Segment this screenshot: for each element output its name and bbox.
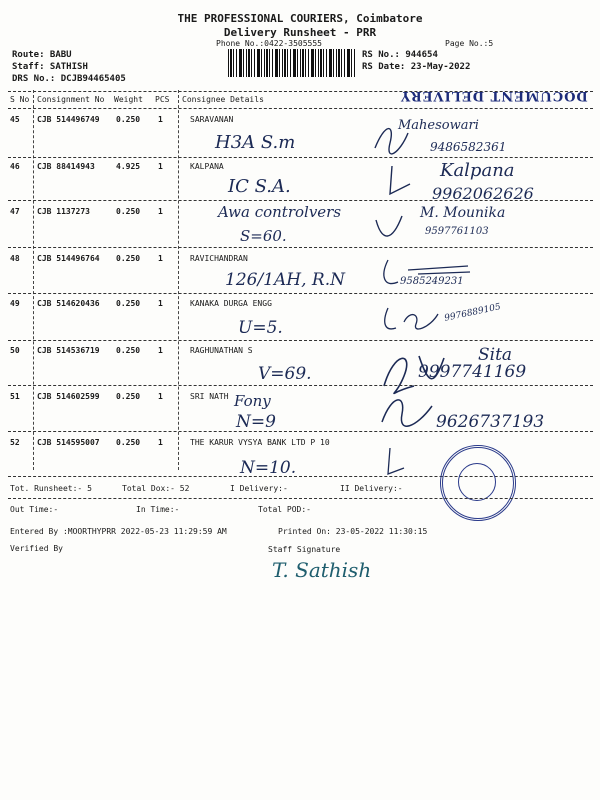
divider [8,200,593,201]
divider [8,157,593,158]
row-consignment-no: CJB 88414943 [37,162,95,171]
row-sno: 51 [10,392,20,401]
staff-signature-label: Staff Signature [268,545,341,554]
row-weight: 4.925 [116,162,141,171]
signature-scribble [374,346,454,396]
row-consignee: SARAVANAN [190,115,234,124]
ii-delivery: II Delivery:- [340,484,403,493]
row-pcs: 1 [158,115,163,124]
row-pcs: 1 [158,162,163,171]
row-pcs: 1 [158,346,163,355]
row-consignment-no: CJB 514496764 [37,254,100,263]
column-divider [33,90,34,470]
col-consignee-details: Consignee Details [182,95,264,104]
row-weight: 0.250 [116,207,141,216]
row-consignment-no: CJB 514595007 [37,438,100,447]
row-handwritten-address: U=5. [238,318,283,338]
row-handwritten-signature: Sita [478,345,513,365]
company-title: THE PROFESSIONAL COURIERS, Coimbatore [177,12,423,25]
row-pcs: 1 [158,299,163,308]
col-weight: Weight [114,95,143,104]
row-consignee: RAGHUNATHAN S [190,346,253,355]
row-consignee: RAVICHANDRAN [190,254,248,263]
row-consignee: SRI NATH [190,392,229,401]
printed-on: Printed On: 23-05-2022 11:30:15 [278,527,428,536]
row-weight: 0.250 [116,115,141,124]
row-handwritten-phone: 9997741169 [418,362,527,382]
total-dox: Total Dox:- 52 [122,484,190,493]
row-consignee: KANAKA DURGA ENGG [190,299,272,308]
row-consignee: KALPANA [190,162,224,171]
divider [8,293,593,294]
row-consignment-no: CJB 514602599 [37,392,100,401]
divider [8,340,593,341]
col-sno: S No [10,95,30,104]
row-handwritten-address-line2: S=60. [240,227,287,245]
document-delivery-stamp: DOCUMENT DELIVERY [400,88,588,103]
divider [8,385,593,386]
divider [8,108,593,109]
total-pod: Total POD:- [258,505,311,514]
row-pcs: 1 [158,254,163,263]
divider [8,247,593,248]
row-weight: 0.250 [116,438,141,447]
row-handwritten-phone: 9962062626 [432,184,534,203]
phone-number: Phone No.:0422-3505555 [216,39,322,48]
row-handwritten-phone: 9626737193 [436,412,545,432]
page-number: Page No.:5 [445,39,494,48]
row-consignment-no: CJB 514620436 [37,299,100,308]
row-handwritten-signature: Mahesowari [398,118,479,133]
row-handwritten-address: H3A S.m [215,132,296,153]
row-weight: 0.250 [116,254,141,263]
row-handwritten-signature: M. Mounika [420,205,506,221]
verified-by: Verified By [10,544,63,553]
row-handwritten-phone: 9597761103 [425,226,489,237]
i-delivery: I Delivery:- [230,484,288,493]
row-consignment-no: CJB 1137273 [37,207,90,216]
signature-scribble [370,118,410,158]
column-divider [178,90,179,470]
divider [8,431,593,432]
row-pcs: 1 [158,392,163,401]
row-weight: 0.250 [116,392,141,401]
document-title: Delivery Runsheet - PRR [223,26,377,39]
row-sno: 47 [10,207,20,216]
row-sno: 52 [10,438,20,447]
rs-number: RS No.: 944654 [362,50,438,60]
bank-seal-stamp [440,445,516,521]
divider [8,498,593,499]
barcode [228,49,356,77]
row-handwritten-address-line2: N=9 [236,412,276,432]
signature-scribble [372,212,406,244]
out-time: Out Time:- [10,505,59,514]
row-sno: 49 [10,299,20,308]
row-consignee: THE KARUR VYSYA BANK LTD P 10 [190,438,330,447]
row-sno: 48 [10,254,20,263]
col-pcs: PCS [155,95,170,104]
row-handwritten-address: 126/1AH, R.N [225,270,345,290]
row-handwritten-address: Fony [234,392,271,410]
row-handwritten-address: Awa controlvers [218,203,342,221]
row-sno: 50 [10,346,20,355]
signature-scribble [376,446,406,478]
col-consignment-no: Consignment No [37,95,105,104]
row-handwritten-phone: 9585249231 [400,276,464,287]
row-weight: 0.250 [116,299,141,308]
signature-scribble [376,392,436,432]
row-handwritten-phone: 9486582361 [430,140,507,154]
row-consignment-no: CJB 514536719 [37,346,100,355]
entered-by: Entered By :MOORTHYPRR 2022-05-23 11:29:59 AM [10,527,227,536]
rs-date: RS Date: 23-May-2022 [362,62,471,72]
signature-scribble [372,164,412,200]
drs-number: DRS No.: DCJB94465405 [12,74,126,84]
row-sno: 46 [10,162,20,171]
staff: Staff: SATHISH [12,62,88,72]
row-handwritten-address: V=69. [258,364,312,384]
divider [8,91,593,92]
row-sno: 45 [10,115,20,124]
row-handwritten-signature: Kalpana [440,160,515,181]
row-consignment-no: CJB 514496749 [37,115,100,124]
row-handwritten-address: IC S.A. [228,176,291,197]
signature-scribble [378,256,478,290]
staff-handwritten-signature: T. Sathish [272,558,372,582]
in-time: In Time:- [136,505,180,514]
row-handwritten-phone: 9976889105 [443,302,502,324]
signature-scribble [380,304,440,336]
total-runsheet: Tot. Runsheet:- 5 [10,484,92,493]
row-weight: 0.250 [116,346,141,355]
row-handwritten-address: N=10. [240,458,297,478]
route: Route: BABU [12,50,72,60]
row-pcs: 1 [158,438,163,447]
row-pcs: 1 [158,207,163,216]
